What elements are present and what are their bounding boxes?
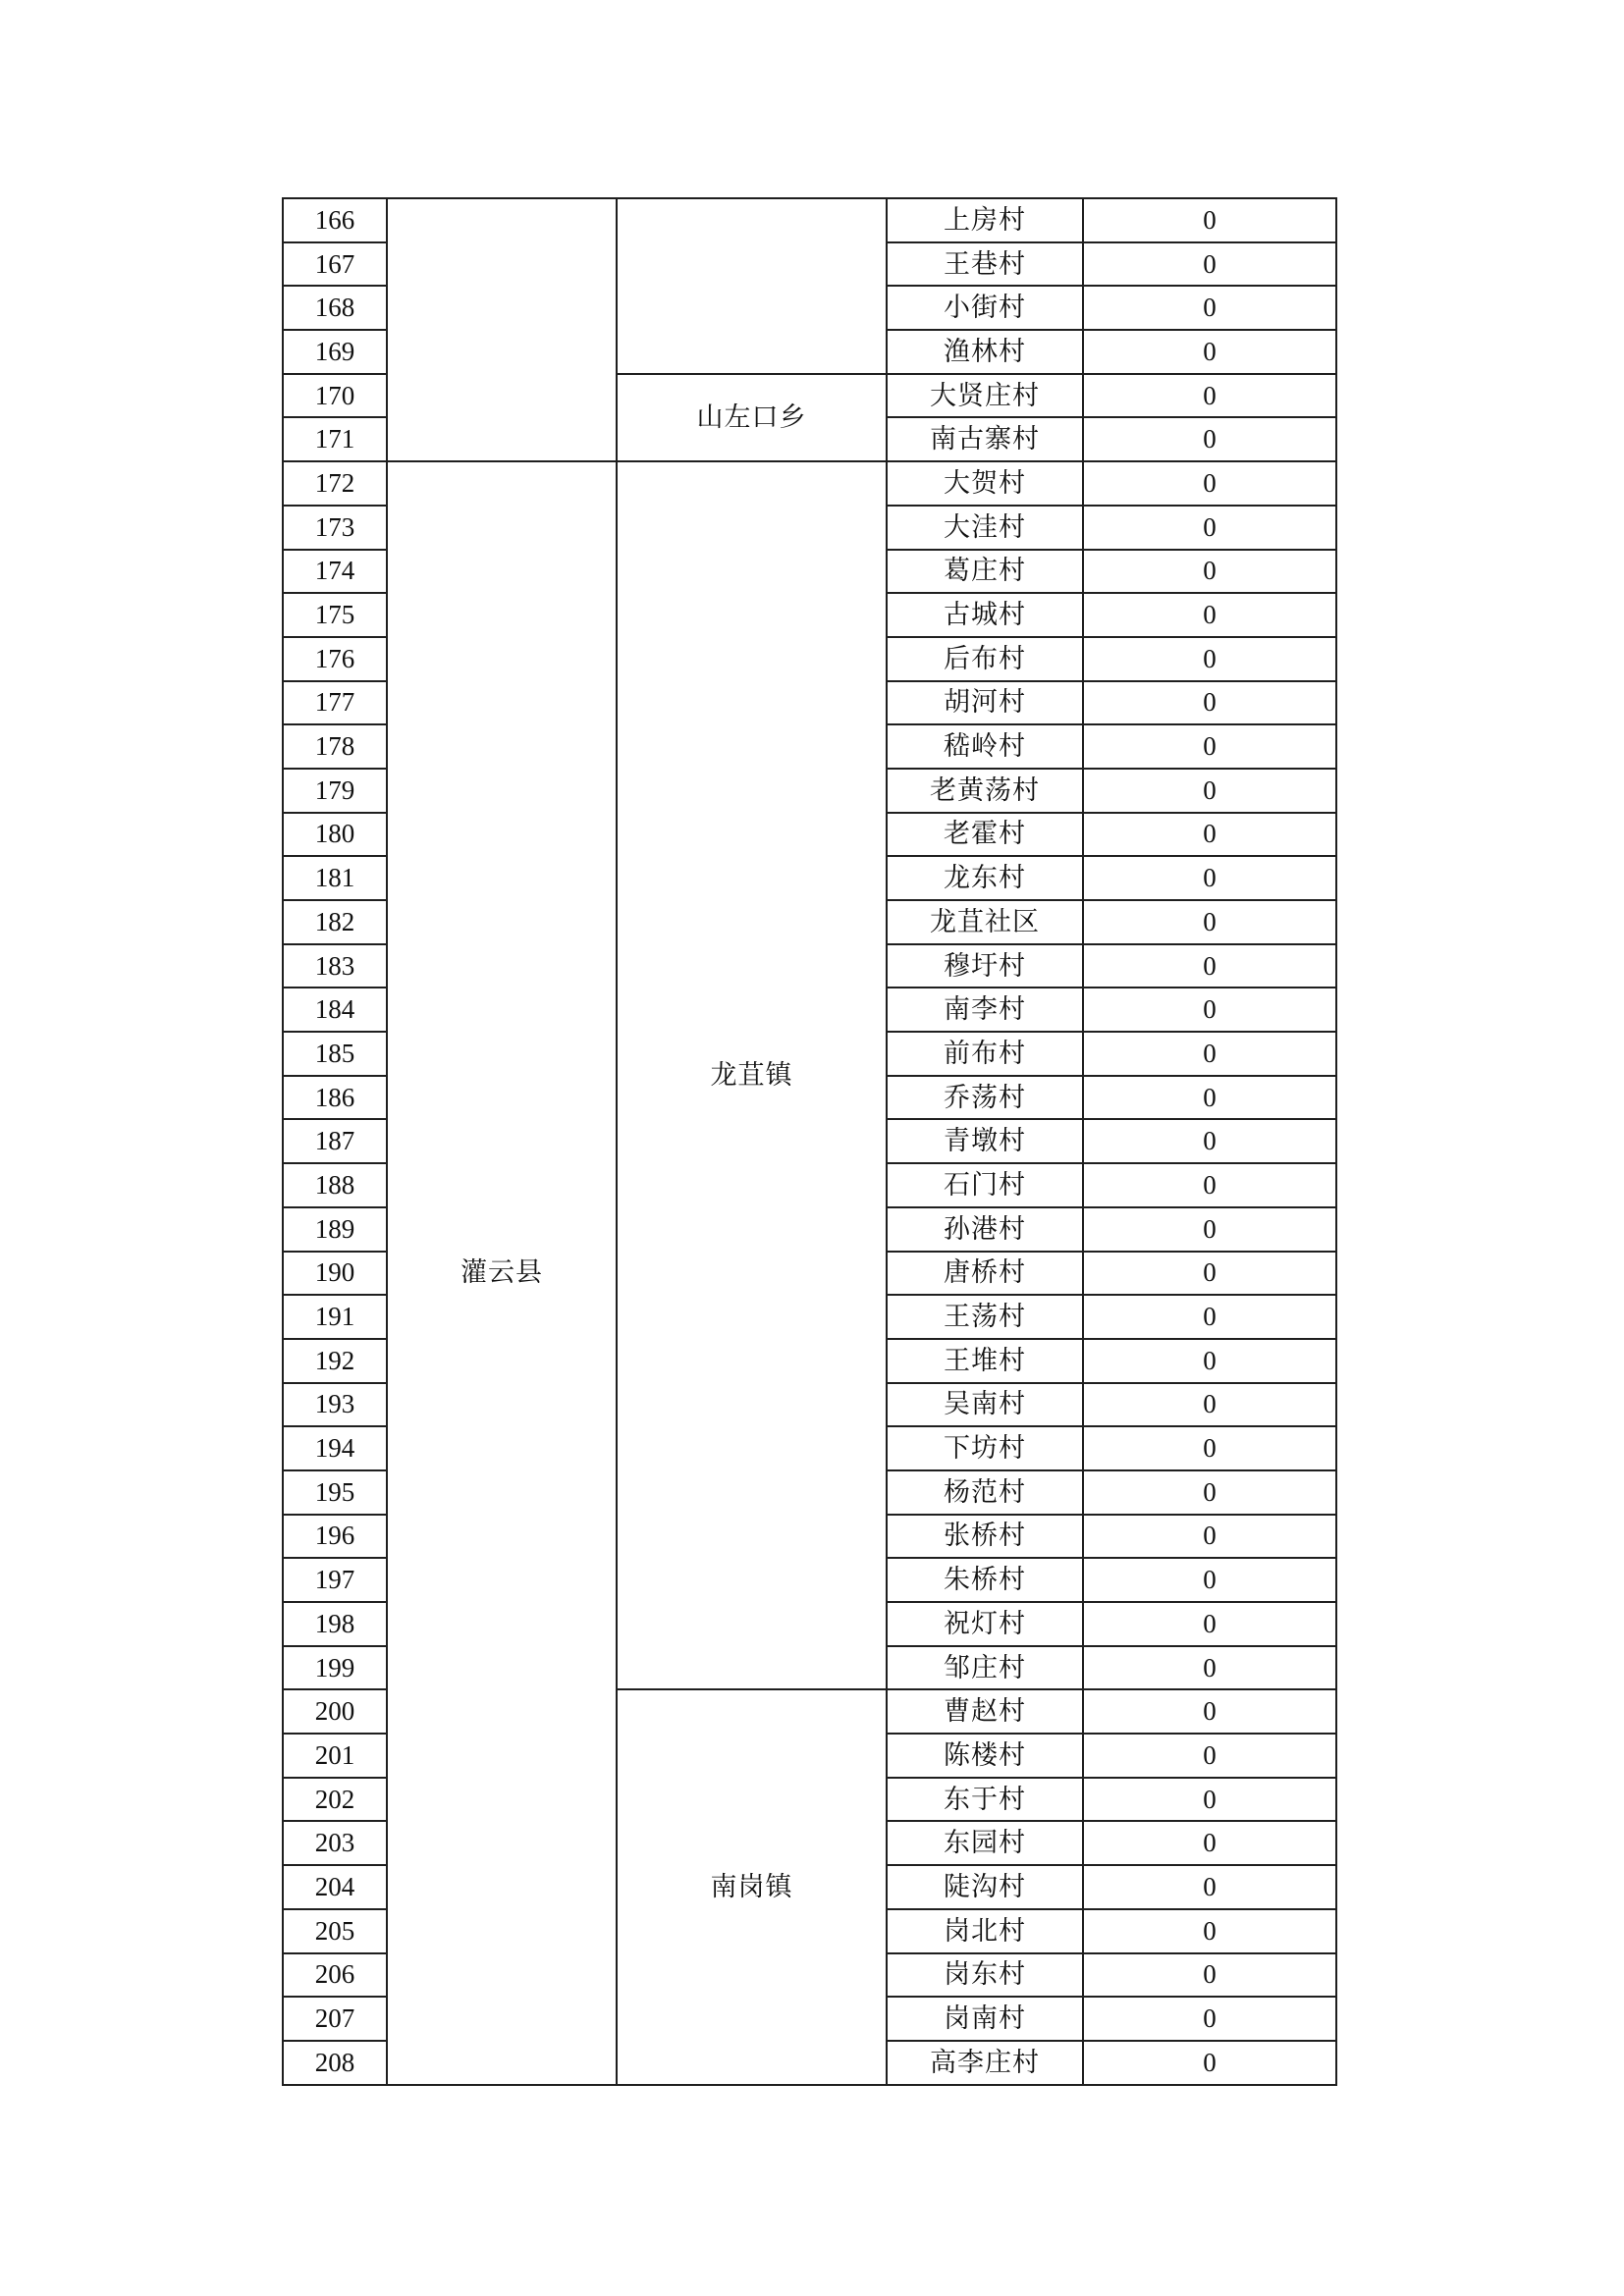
village-cell: 孙港村 (887, 1207, 1083, 1252)
value-cell: 0 (1083, 242, 1336, 287)
row-number-cell: 202 (283, 1778, 387, 1822)
row-number-cell: 177 (283, 681, 387, 725)
village-cell: 王堆村 (887, 1339, 1083, 1383)
value-cell: 0 (1083, 988, 1336, 1032)
row-number-cell: 205 (283, 1909, 387, 1953)
value-cell: 0 (1083, 1339, 1336, 1383)
row-number-cell: 179 (283, 769, 387, 813)
value-cell: 0 (1083, 1646, 1336, 1690)
village-cell: 嵇岭村 (887, 724, 1083, 769)
value-cell: 0 (1083, 1865, 1336, 1909)
row-number-cell: 198 (283, 1602, 387, 1646)
row-number-cell: 190 (283, 1252, 387, 1296)
town-cell: 南岗镇 (617, 1689, 887, 2084)
row-number-cell: 173 (283, 506, 387, 550)
value-cell: 0 (1083, 2041, 1336, 2085)
county-cell: 灌云县 (387, 461, 617, 2084)
row-number-cell: 176 (283, 637, 387, 681)
village-cell: 穆圩村 (887, 944, 1083, 988)
value-cell: 0 (1083, 1602, 1336, 1646)
row-number-cell: 191 (283, 1295, 387, 1339)
row-number-cell: 170 (283, 374, 387, 418)
row-number-cell: 194 (283, 1426, 387, 1470)
village-cell: 青墩村 (887, 1119, 1083, 1163)
row-number-cell: 200 (283, 1689, 387, 1734)
village-cell: 张桥村 (887, 1515, 1083, 1559)
value-cell: 0 (1083, 944, 1336, 988)
village-cell: 岗北村 (887, 1909, 1083, 1953)
value-cell: 0 (1083, 1076, 1336, 1120)
village-cell: 陈楼村 (887, 1734, 1083, 1778)
village-cell: 唐桥村 (887, 1252, 1083, 1296)
village-cell: 王荡村 (887, 1295, 1083, 1339)
village-cell: 后布村 (887, 637, 1083, 681)
value-cell: 0 (1083, 1909, 1336, 1953)
village-cell: 邹庄村 (887, 1646, 1083, 1690)
row-number-cell: 180 (283, 813, 387, 857)
value-cell: 0 (1083, 1032, 1336, 1076)
row-number-cell: 193 (283, 1383, 387, 1427)
town-cell (617, 198, 887, 374)
row-number-cell: 206 (283, 1953, 387, 1998)
value-cell: 0 (1083, 1515, 1336, 1559)
row-number-cell: 208 (283, 2041, 387, 2085)
value-cell: 0 (1083, 1252, 1336, 1296)
value-cell: 0 (1083, 1953, 1336, 1998)
value-cell: 0 (1083, 681, 1336, 725)
village-cell: 龙东村 (887, 856, 1083, 900)
row-number-cell: 182 (283, 900, 387, 944)
village-cell: 石门村 (887, 1163, 1083, 1207)
row-number-cell: 207 (283, 1997, 387, 2041)
value-cell: 0 (1083, 769, 1336, 813)
row-number-cell: 183 (283, 944, 387, 988)
row-number-cell: 178 (283, 724, 387, 769)
value-cell: 0 (1083, 637, 1336, 681)
value-cell: 0 (1083, 1997, 1336, 2041)
row-number-cell: 203 (283, 1821, 387, 1865)
region-village-table (282, 197, 1337, 2086)
village-cell: 乔荡村 (887, 1076, 1083, 1120)
row-number-cell: 168 (283, 286, 387, 330)
row-number-cell: 204 (283, 1865, 387, 1909)
value-cell: 0 (1083, 461, 1336, 506)
value-cell: 0 (1083, 1426, 1336, 1470)
row-number-cell: 167 (283, 242, 387, 287)
village-cell: 岗南村 (887, 1997, 1083, 2041)
value-cell: 0 (1083, 330, 1336, 374)
village-cell: 高李庄村 (887, 2041, 1083, 2085)
village-cell: 大洼村 (887, 506, 1083, 550)
row-number-cell: 169 (283, 330, 387, 374)
village-cell: 东园村 (887, 1821, 1083, 1865)
value-cell: 0 (1083, 550, 1336, 594)
row-number-cell: 174 (283, 550, 387, 594)
village-cell: 大贺村 (887, 461, 1083, 506)
value-cell: 0 (1083, 1119, 1336, 1163)
town-cell: 龙苴镇 (617, 461, 887, 1689)
value-cell: 0 (1083, 1470, 1336, 1515)
village-cell: 上房村 (887, 198, 1083, 242)
village-cell: 老黄荡村 (887, 769, 1083, 813)
village-cell: 岗东村 (887, 1953, 1083, 1998)
value-cell: 0 (1083, 1689, 1336, 1734)
value-cell: 0 (1083, 198, 1336, 242)
value-cell: 0 (1083, 374, 1336, 418)
row-number-cell: 181 (283, 856, 387, 900)
value-cell: 0 (1083, 813, 1336, 857)
village-cell: 吴南村 (887, 1383, 1083, 1427)
value-cell: 0 (1083, 417, 1336, 461)
row-number-cell: 172 (283, 461, 387, 506)
row-number-cell: 199 (283, 1646, 387, 1690)
value-cell: 0 (1083, 506, 1336, 550)
value-cell: 0 (1083, 1734, 1336, 1778)
village-cell: 陡沟村 (887, 1865, 1083, 1909)
value-cell: 0 (1083, 1558, 1336, 1602)
village-cell: 前布村 (887, 1032, 1083, 1076)
value-cell: 0 (1083, 1207, 1336, 1252)
row-number-cell: 185 (283, 1032, 387, 1076)
row-number-cell: 187 (283, 1119, 387, 1163)
village-cell: 曹赵村 (887, 1689, 1083, 1734)
table-row (283, 461, 1336, 506)
village-cell: 大贤庄村 (887, 374, 1083, 418)
value-cell: 0 (1083, 724, 1336, 769)
table-row (283, 198, 1336, 242)
village-cell: 葛庄村 (887, 550, 1083, 594)
value-cell: 0 (1083, 856, 1336, 900)
village-cell: 朱桥村 (887, 1558, 1083, 1602)
county-cell (387, 198, 617, 461)
village-cell: 小街村 (887, 286, 1083, 330)
row-number-cell: 195 (283, 1470, 387, 1515)
village-cell: 东于村 (887, 1778, 1083, 1822)
row-number-cell: 186 (283, 1076, 387, 1120)
value-cell: 0 (1083, 1383, 1336, 1427)
row-number-cell: 201 (283, 1734, 387, 1778)
village-cell: 南古寨村 (887, 417, 1083, 461)
value-cell: 0 (1083, 900, 1336, 944)
value-cell: 0 (1083, 1778, 1336, 1822)
village-cell: 古城村 (887, 593, 1083, 637)
village-cell: 下坊村 (887, 1426, 1083, 1470)
village-cell: 胡河村 (887, 681, 1083, 725)
row-number-cell: 166 (283, 198, 387, 242)
village-cell: 渔林村 (887, 330, 1083, 374)
table-body (283, 198, 1336, 2085)
row-number-cell: 184 (283, 988, 387, 1032)
row-number-cell: 188 (283, 1163, 387, 1207)
row-number-cell: 175 (283, 593, 387, 637)
value-cell: 0 (1083, 1163, 1336, 1207)
village-cell: 祝灯村 (887, 1602, 1083, 1646)
row-number-cell: 196 (283, 1515, 387, 1559)
town-cell: 山左口乡 (617, 374, 887, 461)
village-cell: 龙苴社区 (887, 900, 1083, 944)
value-cell: 0 (1083, 593, 1336, 637)
value-cell: 0 (1083, 286, 1336, 330)
value-cell: 0 (1083, 1821, 1336, 1865)
row-number-cell: 189 (283, 1207, 387, 1252)
village-cell: 南李村 (887, 988, 1083, 1032)
village-cell: 王巷村 (887, 242, 1083, 287)
village-cell: 老霍村 (887, 813, 1083, 857)
row-number-cell: 197 (283, 1558, 387, 1602)
row-number-cell: 192 (283, 1339, 387, 1383)
row-number-cell: 171 (283, 417, 387, 461)
village-cell: 杨范村 (887, 1470, 1083, 1515)
value-cell: 0 (1083, 1295, 1336, 1339)
